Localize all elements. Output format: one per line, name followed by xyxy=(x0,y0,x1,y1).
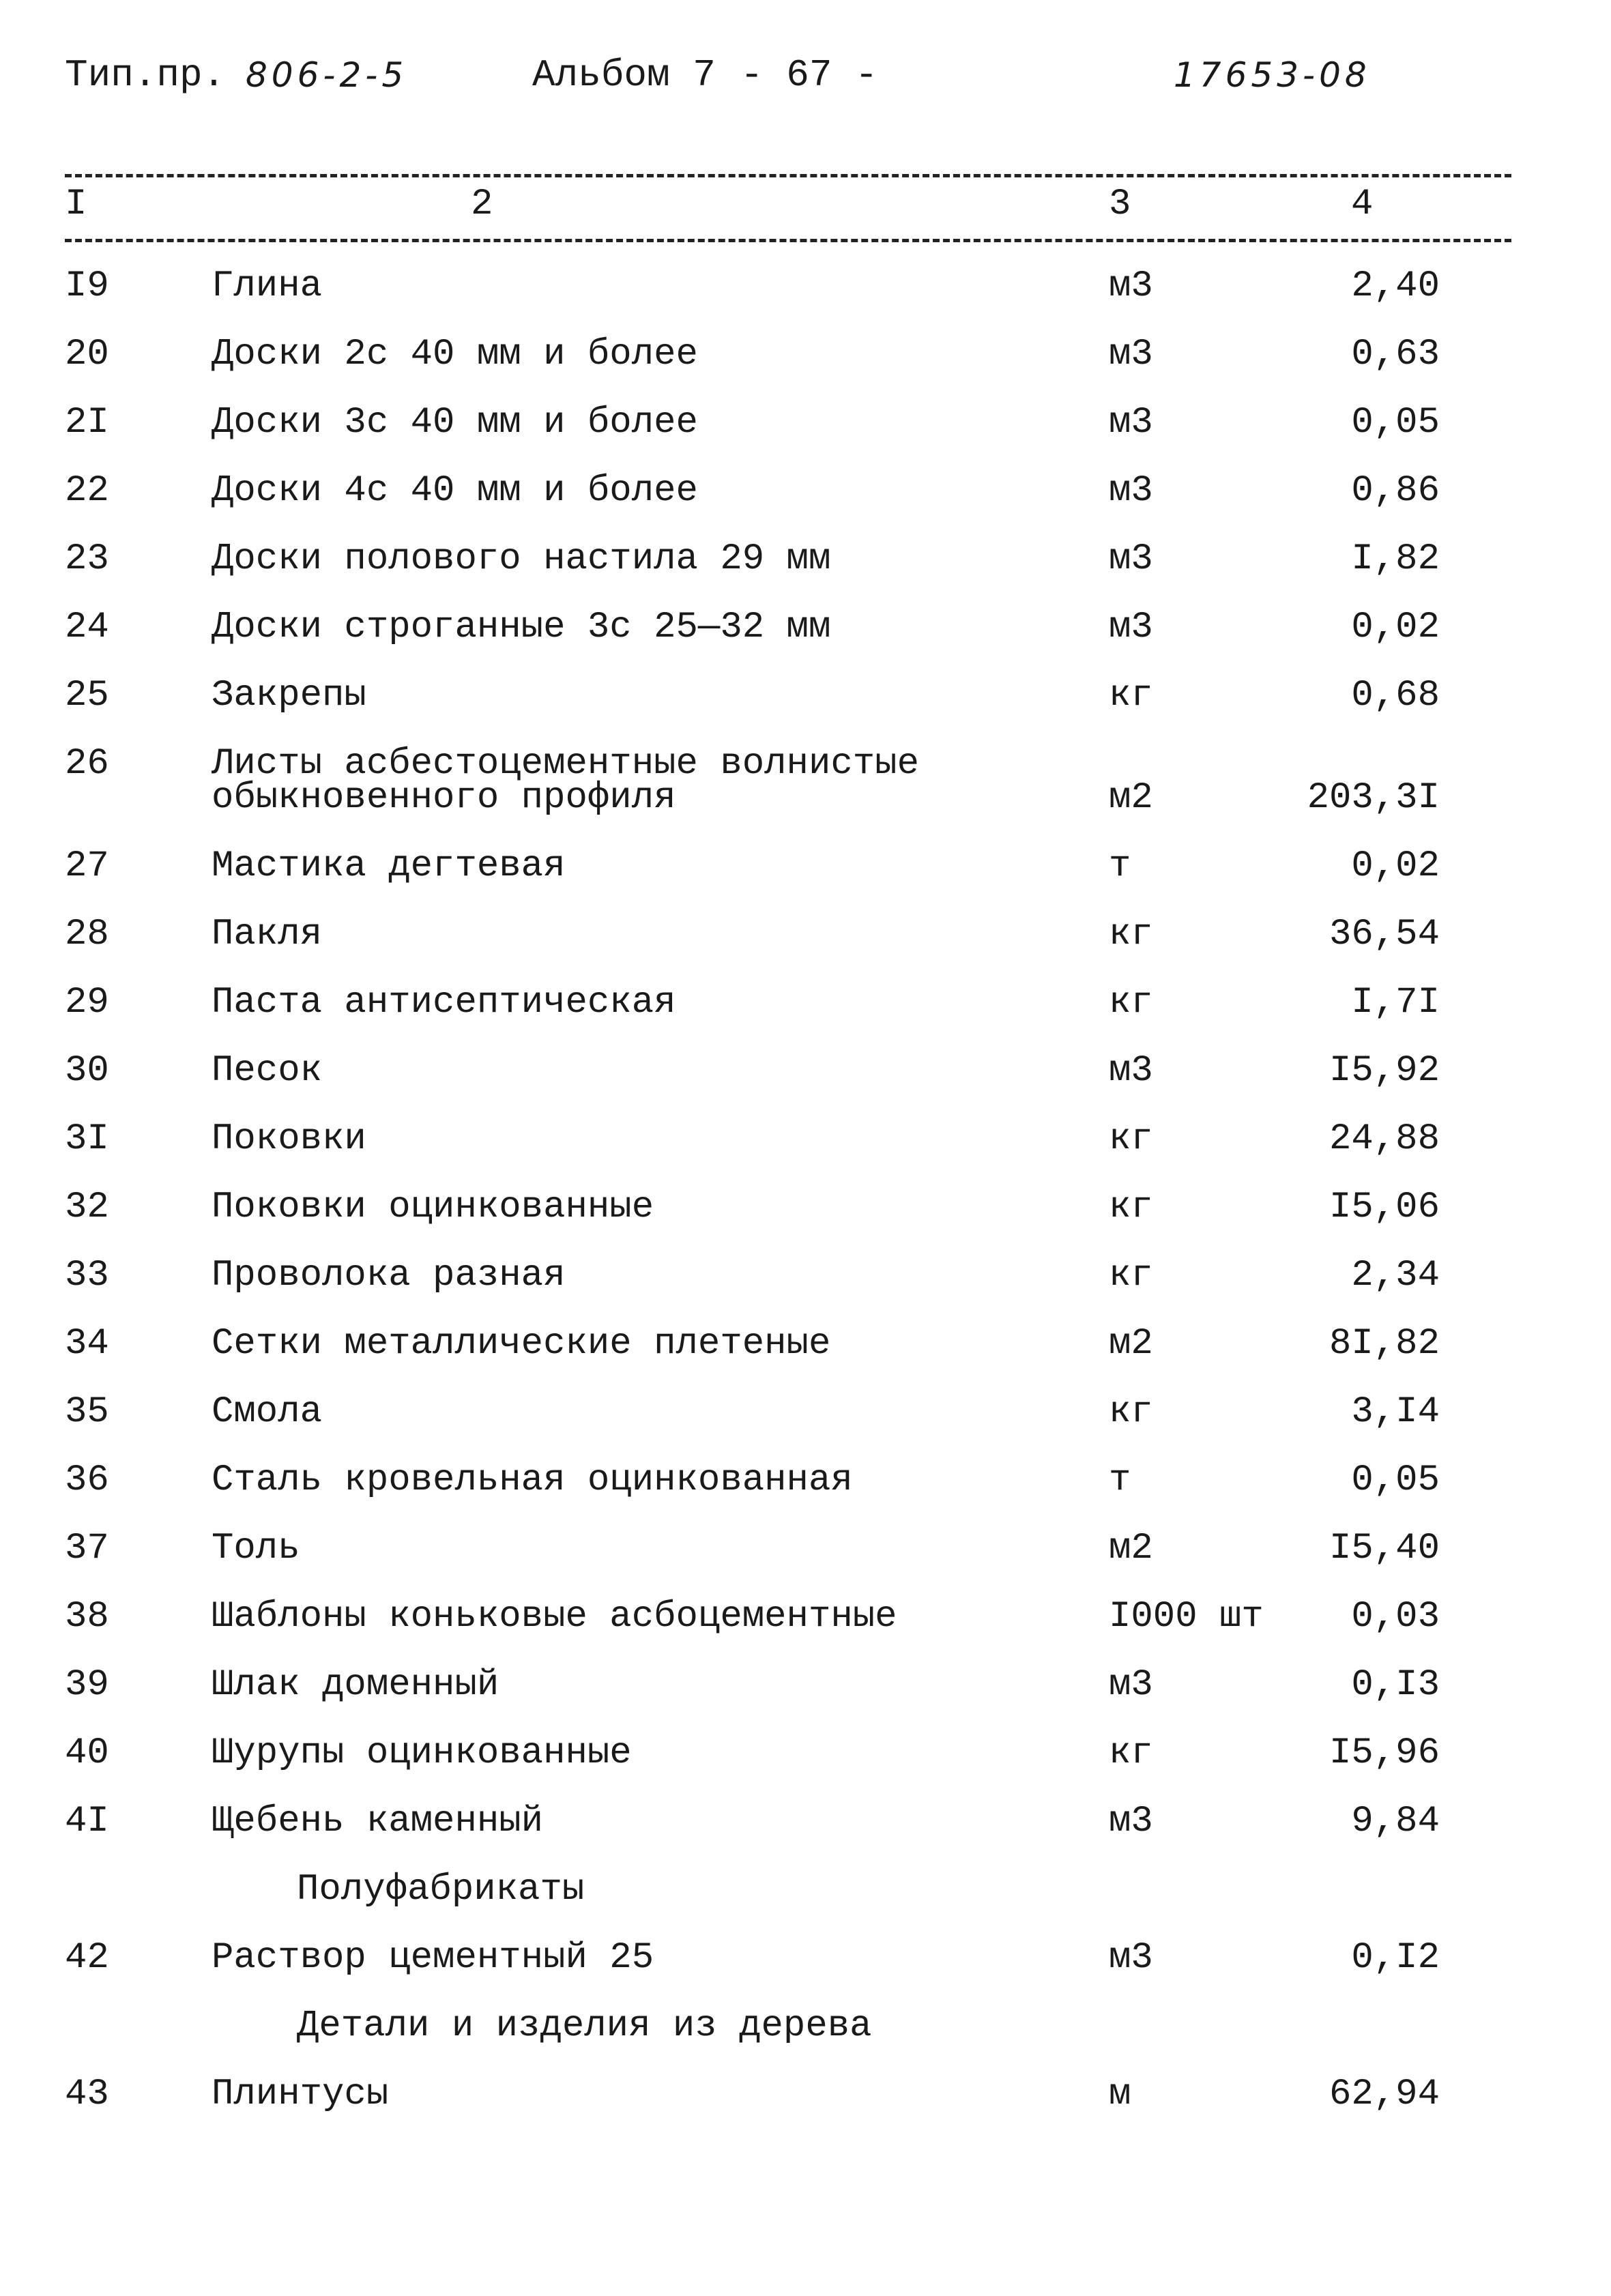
table-row xyxy=(0,399,1611,467)
header-album: Альбом 7 xyxy=(532,53,716,97)
table-row xyxy=(0,672,1611,740)
unit-of-measure: кг xyxy=(1109,982,1153,1023)
material-name: Раствор цементный 25 xyxy=(212,1937,654,1979)
table-row xyxy=(0,911,1611,979)
section-title: Детали и изделия из дерева xyxy=(297,2005,872,2047)
unit-of-measure: м3 xyxy=(1109,1050,1153,1092)
material-name: Доски полового настила 29 мм xyxy=(212,538,831,580)
unit-of-measure: м2 xyxy=(1109,1528,1153,1569)
material-name: Сетки металлические плетеные xyxy=(212,1323,831,1365)
unit-of-measure: кг xyxy=(1109,675,1153,716)
row-number: 32 xyxy=(65,1187,109,1228)
quantity: 0,02 xyxy=(1351,845,1440,887)
unit-of-measure: м3 xyxy=(1109,1801,1153,1842)
quantity: 62,94 xyxy=(1329,2074,1440,2115)
material-name: Сталь кровельная оцинкованная xyxy=(212,1459,853,1501)
quantity: 3,I4 xyxy=(1351,1391,1440,1433)
unit-of-measure: м2 xyxy=(1109,777,1153,819)
unit-of-measure: т xyxy=(1109,1459,1131,1501)
quantity: 0,05 xyxy=(1351,402,1440,444)
row-number: 20 xyxy=(65,334,109,375)
table-row xyxy=(0,536,1611,604)
unit-of-measure: кг xyxy=(1109,1255,1153,1296)
table-row xyxy=(0,1116,1611,1184)
unit-of-measure: I000 шт xyxy=(1109,1596,1264,1638)
table-row xyxy=(0,1661,1611,1730)
table-row xyxy=(0,1184,1611,1252)
table-row xyxy=(0,1320,1611,1389)
material-name: Шлак доменный xyxy=(212,1664,499,1706)
header-type-code: 806-2-5 xyxy=(246,55,408,95)
row-number: 27 xyxy=(65,845,109,887)
table-row xyxy=(0,467,1611,536)
row-number: 2I xyxy=(65,402,109,444)
unit-of-measure: кг xyxy=(1109,1118,1153,1160)
quantity: 0,05 xyxy=(1351,1459,1440,1501)
material-name: Глина xyxy=(212,265,323,307)
material-name: Проволока разная xyxy=(212,1255,566,1296)
unit-of-measure: м xyxy=(1109,2074,1131,2115)
table-row xyxy=(0,1934,1611,2003)
material-name: Щебень каменный xyxy=(212,1801,544,1842)
row-number: 42 xyxy=(65,1937,109,1979)
quantity: 8I,82 xyxy=(1329,1323,1440,1365)
header-doc-number: 17653-08 xyxy=(1174,55,1371,95)
row-number: 30 xyxy=(65,1050,109,1092)
table-row xyxy=(0,740,1611,843)
material-name: Плинтусы xyxy=(212,2074,389,2115)
column-header-1: I xyxy=(65,184,87,225)
quantity: I5,96 xyxy=(1329,1732,1440,1774)
table-row xyxy=(0,1593,1611,1661)
table-row xyxy=(0,1525,1611,1593)
row-number: 43 xyxy=(65,2074,109,2115)
table-header-rule xyxy=(65,239,1511,242)
unit-of-measure: м3 xyxy=(1109,538,1153,580)
row-number: 28 xyxy=(65,914,109,955)
material-name: Листы асбестоцементные волнистые обыкновенного профиля xyxy=(212,743,919,819)
row-number: 3I xyxy=(65,1118,109,1160)
table-row xyxy=(0,1252,1611,1320)
material-name: Доски 2с 40 мм и более xyxy=(212,334,698,375)
column-header-3: 3 xyxy=(1109,184,1131,225)
unit-of-measure: м3 xyxy=(1109,470,1153,512)
unit-of-measure: м3 xyxy=(1109,265,1153,307)
quantity: 0,03 xyxy=(1351,1596,1440,1638)
section-heading-row xyxy=(0,1866,1611,1934)
section-title: Полуфабрикаты xyxy=(297,1869,585,1910)
column-header-2: 2 xyxy=(471,184,493,225)
unit-of-measure: т xyxy=(1109,845,1131,887)
table-row xyxy=(0,263,1611,331)
quantity: I,82 xyxy=(1351,538,1440,580)
row-number: 26 xyxy=(65,743,109,785)
unit-of-measure: м3 xyxy=(1109,607,1153,648)
row-number: 29 xyxy=(65,982,109,1023)
material-name: Закрепы xyxy=(212,675,366,716)
table-row xyxy=(0,604,1611,672)
row-number: 25 xyxy=(65,675,109,716)
quantity: I,7I xyxy=(1351,982,1440,1023)
material-name: Доски 3с 40 мм и более xyxy=(212,402,698,444)
unit-of-measure: м3 xyxy=(1109,402,1153,444)
quantity: 0,I3 xyxy=(1351,1664,1440,1706)
quantity: 2,34 xyxy=(1351,1255,1440,1296)
quantity: 0,86 xyxy=(1351,470,1440,512)
material-name: Песок xyxy=(212,1050,323,1092)
quantity: I5,06 xyxy=(1329,1187,1440,1228)
material-name: Толь xyxy=(212,1528,300,1569)
row-number: 36 xyxy=(65,1459,109,1501)
quantity: 0,02 xyxy=(1351,607,1440,648)
row-number: 23 xyxy=(65,538,109,580)
unit-of-measure: м3 xyxy=(1109,1664,1153,1706)
row-number: 34 xyxy=(65,1323,109,1365)
row-number: 39 xyxy=(65,1664,109,1706)
row-number: 40 xyxy=(65,1732,109,1774)
table-row xyxy=(0,1457,1611,1525)
material-name: Смола xyxy=(212,1391,323,1433)
table-row xyxy=(0,1047,1611,1116)
row-number: 22 xyxy=(65,470,109,512)
header-type-label: Тип.пр. xyxy=(65,53,226,97)
row-number: 4I xyxy=(65,1801,109,1842)
material-name: Поковки xyxy=(212,1118,366,1160)
quantity: 0,I2 xyxy=(1351,1937,1440,1979)
row-number: 33 xyxy=(65,1255,109,1296)
material-name: Шурупы оцинкованные xyxy=(212,1732,632,1774)
table-row xyxy=(0,331,1611,399)
quantity: 0,63 xyxy=(1351,334,1440,375)
quantity: 36,54 xyxy=(1329,914,1440,955)
unit-of-measure: м3 xyxy=(1109,1937,1153,1979)
row-number: I9 xyxy=(65,265,109,307)
material-name: Доски 4с 40 мм и более xyxy=(212,470,698,512)
quantity: 2,40 xyxy=(1351,265,1440,307)
table-row xyxy=(0,1730,1611,1798)
quantity: 0,68 xyxy=(1351,675,1440,716)
material-name: Шаблоны коньковые асбоцементные xyxy=(212,1596,897,1638)
unit-of-measure: кг xyxy=(1109,1391,1153,1433)
row-number: 37 xyxy=(65,1528,109,1569)
table-row xyxy=(0,843,1611,911)
row-number: 24 xyxy=(65,607,109,648)
column-header-4: 4 xyxy=(1351,184,1374,225)
unit-of-measure: кг xyxy=(1109,1187,1153,1228)
quantity: I5,40 xyxy=(1329,1528,1440,1569)
table-row xyxy=(0,979,1611,1047)
material-name: Паста антисептическая xyxy=(212,982,676,1023)
quantity: I5,92 xyxy=(1329,1050,1440,1092)
table-row xyxy=(0,1798,1611,1866)
header-page-number: - 67 - xyxy=(740,53,878,97)
material-name: Мастика дегтевая xyxy=(212,845,566,887)
section-heading-row xyxy=(0,2003,1611,2071)
quantity: 9,84 xyxy=(1351,1801,1440,1842)
table-top-rule xyxy=(65,174,1511,177)
table-row xyxy=(0,2071,1611,2139)
row-number: 35 xyxy=(65,1391,109,1433)
unit-of-measure: м3 xyxy=(1109,334,1153,375)
quantity: 203,3I xyxy=(1307,777,1440,819)
unit-of-measure: кг xyxy=(1109,914,1153,955)
unit-of-measure: м2 xyxy=(1109,1323,1153,1365)
materials-table xyxy=(0,263,1611,2139)
material-name: Доски строганные 3с 25—32 мм xyxy=(212,607,831,648)
quantity: 24,88 xyxy=(1329,1118,1440,1160)
row-number: 38 xyxy=(65,1596,109,1638)
table-row xyxy=(0,1389,1611,1457)
unit-of-measure: кг xyxy=(1109,1732,1153,1774)
material-name: Поковки оцинкованные xyxy=(212,1187,654,1228)
material-name: Пакля xyxy=(212,914,323,955)
